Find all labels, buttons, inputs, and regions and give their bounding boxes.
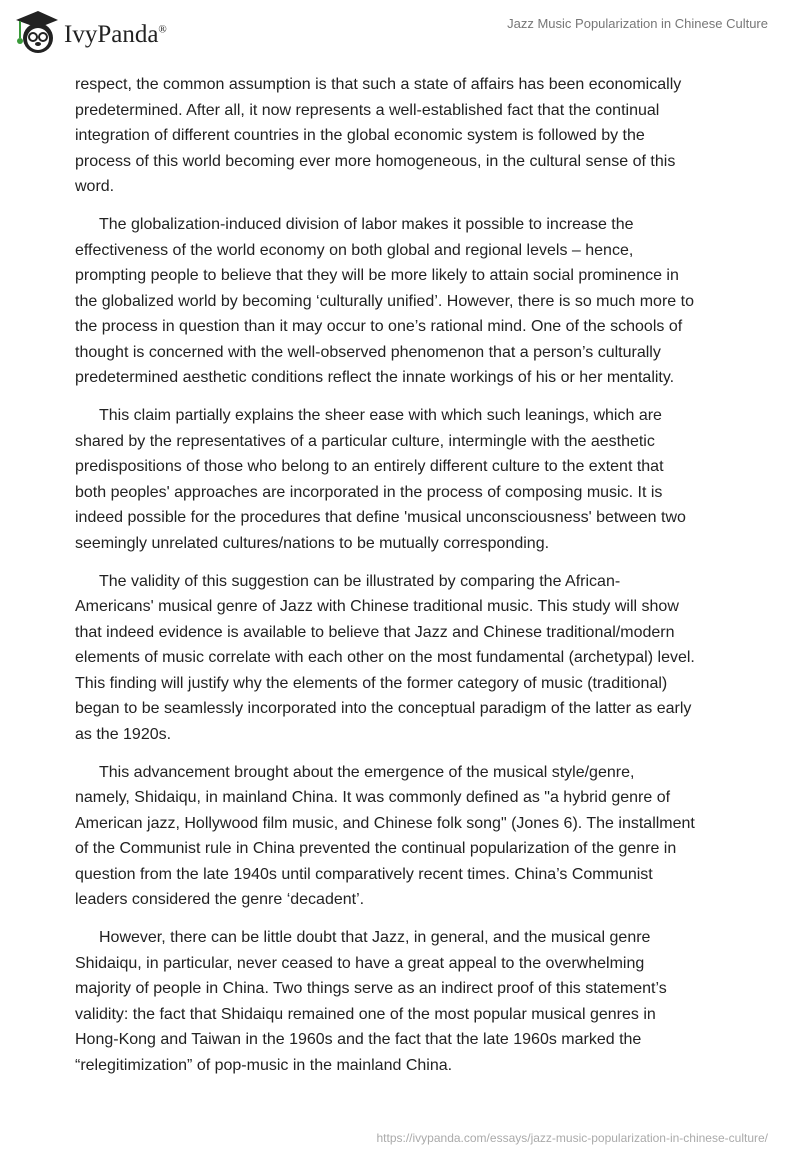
text-line: the process in question than it may occur to one’s rational mind. One of the schools of [75, 318, 683, 335]
text-line: predetermined aesthetic conditions reflect the innate workings of his or her mentality. [75, 369, 675, 386]
paragraph [75, 569, 735, 748]
paragraph [75, 212, 735, 391]
text-line: indeed possible for the procedures that define 'musical unconsciousness' between two [75, 509, 686, 526]
text-line: “relegitimization” of pop-music in the mainland China. [75, 1056, 453, 1074]
text-line: However, there can be little doubt that Jazz, in general, and the musical genre [99, 929, 651, 946]
text-line: word. [75, 178, 115, 195]
paragraph [75, 72, 735, 200]
text-line: predispositions of those who belong to an entirely different culture to the extent that [75, 458, 664, 475]
text-line: began to be seamlessly incorporated into the conceptual paradigm of the latter as early [75, 700, 692, 717]
paragraph [75, 403, 735, 556]
text-line: question from the late 1940s until comparatively recent times. China’s Communist [75, 865, 653, 883]
text-line: process of this world becoming ever more homogeneous, in the cultural sense of this [75, 152, 676, 170]
paragraph [75, 925, 735, 1078]
text-line: the globalized world by becoming ‘culturally unified’. However, there is so much more to [75, 292, 694, 310]
text-line: This advancement brought about the emergence of the musical style/genre, [99, 763, 635, 781]
text-line: The globalization-induced division of labor makes it possible to increase the [99, 216, 634, 233]
text-line: prompting people to believe that they will be more likely to attain social prominence in [75, 267, 679, 284]
panda-graduate-icon [12, 8, 60, 56]
text-line: effectiveness of the world economy on both global and regional levels – hence, [75, 241, 634, 259]
text-line: both peoples' approaches are incorporated in the process of composing music. It is [75, 483, 663, 501]
text-line: majority of people in China. Two things serve as an indirect proof of this statement’s [75, 980, 667, 997]
text-line: This finding will justify why the elements of the former category of music (traditional) [75, 674, 668, 692]
text-line: of the Communist rule in China prevented the continual popularization of the genre in [75, 840, 677, 857]
text-line: American jazz, Hollywood film music, and Chinese folk song" (Jones 6). The installment [75, 814, 695, 832]
text-line: seemingly unrelated cultures/nations to be mutually corresponding. [75, 534, 550, 552]
text-line: predetermined. After all, it now represents a well-established fact that the continual [75, 101, 660, 119]
paragraph [75, 760, 735, 913]
text-line: shared by the representatives of a particular culture, intermingle with the aesthetic [75, 432, 655, 450]
ivypanda-logo[interactable] [12, 8, 167, 56]
source-url[interactable]: https://ivypanda.com/essays/jazz-music-popularization-in-chinese-culture/ [376, 1131, 768, 1145]
brand-name: IvyPanda® [64, 21, 167, 48]
text-line: integration of different countries in the global economic system is followed by the [75, 127, 645, 144]
text-line: elements of music correlate with each other on the most fundamental (archetypal) level. [75, 649, 695, 666]
text-line: Americans' musical genre of Jazz with Chinese traditional music. This study will show [75, 598, 679, 615]
text-line: The validity of this suggestion can be illustrated by comparing the African- [99, 572, 621, 590]
document-title: Jazz Music Popularization in Chinese Culture [507, 16, 768, 31]
text-line: thought is concerned with the well-observed phenomenon that a person’s culturally [75, 343, 661, 361]
text-line: This claim partially explains the sheer ease with which such leanings, which are [99, 407, 662, 424]
text-line: as the 1920s. [75, 725, 172, 743]
text-line: that indeed evidence is available to believe that Jazz and Chinese traditional/modern [75, 623, 675, 641]
text-line: Shidaiqu, in particular, never ceased to have a great appeal to the overwhelming [75, 954, 645, 972]
text-line: leaders considered the genre ‘decadent’. [75, 891, 365, 908]
essay-body [75, 72, 735, 1091]
text-line: validity: the fact that Shidaiqu remained one of the most popular musical genres in [75, 1005, 656, 1023]
text-line: respect, the common assumption is that such a state of affairs has been economically [75, 76, 682, 93]
text-line: namely, Shidaiqu, in mainland China. It was commonly defined as "a hybrid genre of [75, 789, 671, 806]
text-line: Hong-Kong and Taiwan in the 1960s and the fact that the late 1960s marked the [75, 1031, 642, 1048]
